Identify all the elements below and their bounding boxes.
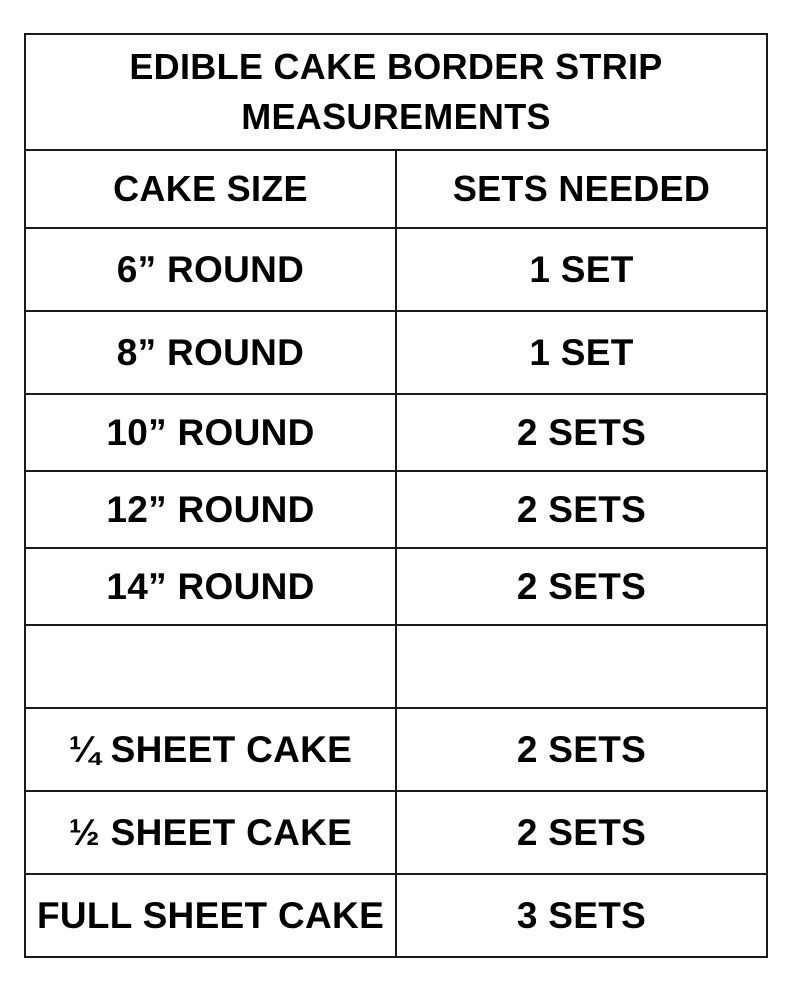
- table-row: [25, 228, 767, 311]
- table-row: [25, 394, 767, 471]
- cake-size-cell: 10” ROUND: [25, 394, 396, 471]
- cake-size-cell: FULL SHEET CAKE: [25, 874, 396, 957]
- table-row-empty: [25, 625, 767, 708]
- sets-needed-cell: 2 SETS: [396, 471, 767, 548]
- table-title-line-2: MEASUREMENTS: [241, 96, 551, 137]
- table-row: [25, 874, 767, 957]
- header-row: [25, 150, 767, 228]
- cake-size-cell: ¼ SHEET CAKE: [25, 708, 396, 791]
- column-header-sets-needed: SETS NEEDED: [396, 150, 767, 228]
- cake-size-cell: 8” ROUND: [25, 311, 396, 394]
- cake-size-cell: 6” ROUND: [25, 228, 396, 311]
- sets-needed-cell: [396, 625, 767, 708]
- sets-needed-cell: 2 SETS: [396, 791, 767, 874]
- cake-size-cell: ½ SHEET CAKE: [25, 791, 396, 874]
- sets-needed-cell: 2 SETS: [396, 708, 767, 791]
- sets-needed-cell: 1 SET: [396, 228, 767, 311]
- measurements-table: [24, 33, 768, 958]
- table-title-line-1: EDIBLE CAKE BORDER STRIP: [129, 46, 663, 87]
- cake-size-cell: 14” ROUND: [25, 548, 396, 625]
- table-title: [25, 34, 767, 150]
- table-row: [25, 471, 767, 548]
- table-row: [25, 791, 767, 874]
- sets-needed-cell: 2 SETS: [396, 548, 767, 625]
- table-row: [25, 708, 767, 791]
- cake-size-cell: 12” ROUND: [25, 471, 396, 548]
- title-row: [25, 34, 767, 150]
- table-row: [25, 548, 767, 625]
- sets-needed-cell: 2 SETS: [396, 394, 767, 471]
- table-row: [25, 311, 767, 394]
- cake-size-cell: [25, 625, 396, 708]
- sets-needed-cell: 1 SET: [396, 311, 767, 394]
- sets-needed-cell: 3 SETS: [396, 874, 767, 957]
- column-header-cake-size: CAKE SIZE: [25, 150, 396, 228]
